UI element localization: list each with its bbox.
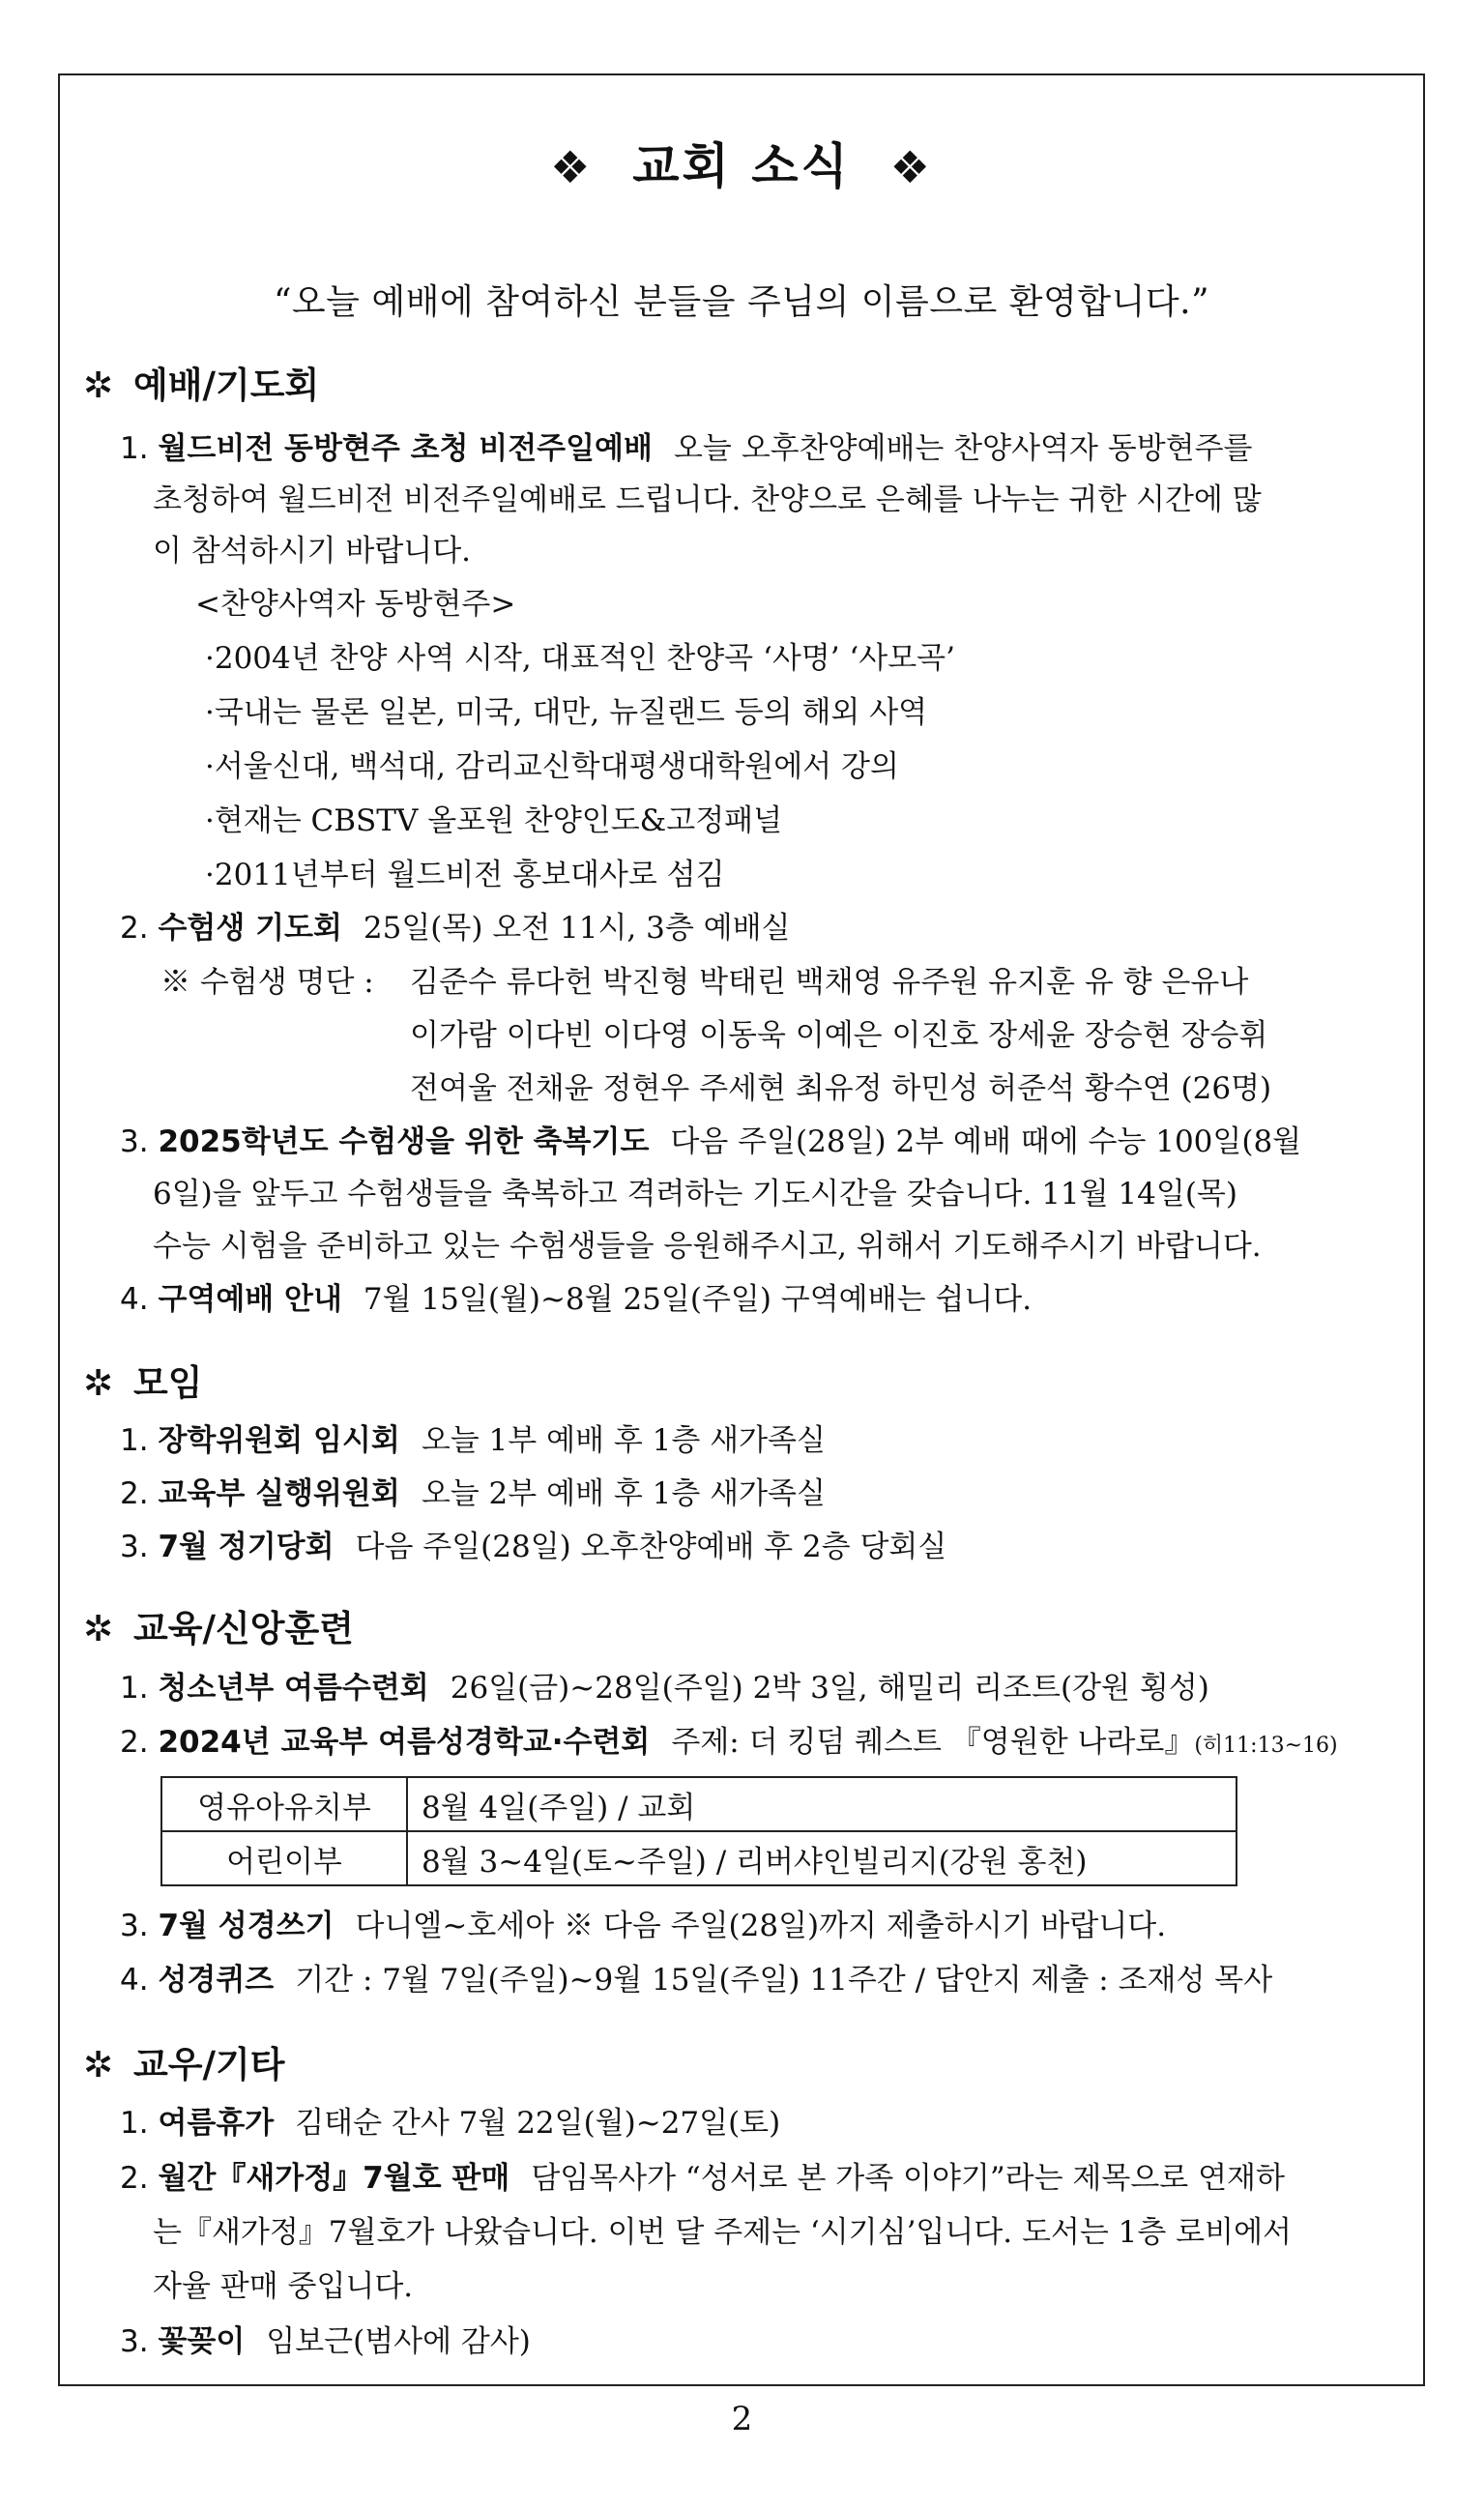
item-heading: 2025학년도 수험생을 위한 축복기도 — [158, 1124, 650, 1159]
section-heading-education: ✲ 교육/신앙훈련 — [83, 1608, 354, 1649]
page-number: 2 — [731, 2400, 753, 2438]
list-item: 4. 성경퀴즈 기간 : 7월 7일(주일)~9월 15일(주일) 11주간 / 답안지 제출 : 조재성 목사 — [120, 1963, 1273, 1998]
item-heading: 월간『새가정』7월호 판매 — [158, 2161, 510, 2196]
list-item: 1. 청소년부 여름수련회 26일(금)~28일(주일) 2박 3일, 해밀리 리조트(강원 횡성) — [120, 1671, 1209, 1706]
asterisk-bullet-icon: ✲ — [83, 1362, 114, 1404]
diamond-ornament-icon: ❖ — [889, 141, 933, 193]
list-item: 2. 교육부 실행위원회 오늘 2부 예배 후 1층 새가족실 — [120, 1476, 826, 1511]
bullet-line: ·서울신대, 백석대, 감리교신학대평생대학원에서 강의 — [205, 749, 899, 784]
names-line: 김준수 류다헌 박진형 박태린 백채영 유주원 유지훈 유 향 은유나 — [410, 965, 1249, 1000]
names-line: 전여울 전채윤 정현우 주세현 최유정 하민성 허준석 황수연 (26명) — [410, 1071, 1272, 1106]
schedule-table — [160, 1776, 1237, 1886]
section-heading-worship: ✲ 예배/기도회 — [83, 365, 320, 406]
table-cell: 어린이부 — [161, 1831, 407, 1885]
table-cell: 영유아유치부 — [161, 1777, 407, 1831]
asterisk-bullet-icon: ✲ — [83, 365, 114, 406]
bullet-line: ·현재는 CBSTV 올포원 찬양인도&고정패널 — [205, 803, 783, 838]
item-text-line: 는『새가정』7월호가 나왔습니다. 이번 달 주제는 ‘시기심’입니다. 도서는 1층 로비에서 — [153, 2215, 1292, 2250]
item-heading: 여름휴가 — [158, 2106, 275, 2141]
item-text-line: 이 참석하시기 바랍니다. — [153, 534, 472, 569]
list-item: 3. 2025학년도 수험생을 위한 축복기도 다음 주일(28일) 2부 예배 때에 수능 100일(8월 — [120, 1124, 1302, 1159]
bullet-line: ·2011년부터 월드비전 홍보대사로 섬김 — [205, 858, 725, 892]
welcome-message: “오늘 예배에 참여하신 분들을 주님의 이름으로 환영합니다.” — [273, 282, 1210, 322]
item-heading: 장학위원회 임시회 — [158, 1423, 400, 1458]
item-text-line: 자율 판매 중입니다. — [153, 2269, 414, 2304]
table-row — [161, 1777, 1237, 1831]
page-title-text: 교회 소식 — [632, 138, 851, 194]
table-row — [161, 1831, 1237, 1885]
diamond-ornament-icon: ❖ — [550, 141, 594, 193]
item-heading: 청소년부 여름수련회 — [158, 1671, 429, 1706]
item-heading: 월드비전 동방현주 초청 비전주일예배 — [158, 431, 653, 466]
section-heading-members: ✲ 교우/기타 — [83, 2044, 285, 2086]
item-heading: 수험생 기도회 — [158, 911, 342, 946]
asterisk-bullet-icon: ✲ — [83, 2044, 114, 2086]
table-cell: 8월 3~4일(토~주일) / 리버샤인빌리지(강원 홍천) — [407, 1831, 1237, 1885]
item-heading: 7월 정기당회 — [158, 1530, 335, 1564]
list-item: 1. 여름휴가 김태순 간사 7월 22일(월)~27일(토) — [120, 2106, 781, 2141]
list-item: 1. 월드비전 동방현주 초청 비전주일예배 오늘 오후찬양예배는 찬양사역자 동방현주를 — [120, 431, 1253, 466]
names-line: 이가람 이다빈 이다영 이동욱 이예은 이진호 장세윤 장승현 장승휘 — [410, 1018, 1268, 1053]
table-cell: 8월 4일(주일) / 교회 — [407, 1777, 1237, 1831]
bullet-line: ·2004년 찬양 사역 시작, 대표적인 찬양곡 ‘사명’ ‘사모곡’ — [205, 641, 955, 676]
item-heading: 7월 성경쓰기 — [158, 1909, 335, 1943]
names-label: ※ 수험생 명단 : — [160, 965, 374, 1000]
item-text-line: 초청하여 월드비전 비전주일예배로 드립니다. 찬양으로 은혜를 나누는 귀한 시간에 많 — [153, 482, 1262, 517]
asterisk-bullet-icon: ✲ — [83, 1608, 114, 1649]
bulletin-frame — [58, 73, 1425, 2386]
scripture-reference: (히11:13~16) — [1194, 1734, 1338, 1758]
sub-title: <찬양사역자 동방현주> — [195, 587, 516, 622]
item-heading: 성경퀴즈 — [158, 1963, 275, 1998]
list-item: 3. 7월 성경쓰기 다니엘~호세아 ※ 다음 주일(28일)까지 제출하시기 바랍니다. — [120, 1909, 1167, 1943]
list-item: 4. 구역예배 안내 7월 15일(월)~8월 25일(주일) 구역예배는 쉽니다. — [120, 1282, 1033, 1317]
item-heading: 2024년 교육부 여름성경학교·수련회 — [158, 1725, 651, 1760]
list-item: 2. 월간『새가정』7월호 판매 담임목사가 “성서로 본 가족 이야기”라는 제목으로 연재하 — [120, 2161, 1285, 2196]
page-title — [60, 128, 1423, 197]
item-text-line: 수능 시험을 준비하고 있는 수험생들을 응원해주시고, 위해서 기도해주시기 바랍니다. — [153, 1229, 1262, 1264]
item-heading: 구역예배 안내 — [158, 1282, 342, 1317]
list-item: 2. 수험생 기도회 25일(목) 오전 11시, 3층 예배실 — [120, 911, 791, 946]
list-item: 3. 7월 정기당회 다음 주일(28일) 오후찬양예배 후 2층 당회실 — [120, 1530, 947, 1564]
list-item: 2. 2024년 교육부 여름성경학교·수련회 주제: 더 킹덤 퀘스트 『영원한 나라로』(히11:13~16) — [120, 1725, 1338, 1760]
item-text-line: 6일)을 앞두고 수험생들을 축복하고 격려하는 기도시간을 갖습니다. 11월 14일(목) — [153, 1177, 1237, 1211]
item-heading: 교육부 실행위원회 — [158, 1476, 400, 1511]
list-item: 1. 장학위원회 임시회 오늘 1부 예배 후 1층 새가족실 — [120, 1423, 826, 1458]
section-heading-meetings: ✲ 모임 — [83, 1362, 203, 1404]
bullet-line: ·국내는 물론 일본, 미국, 대만, 뉴질랜드 등의 해외 사역 — [205, 695, 928, 730]
item-heading: 꽃꽂이 — [158, 2324, 246, 2359]
list-item: 3. 꽃꽂이 임보근(범사에 감사) — [120, 2324, 531, 2359]
